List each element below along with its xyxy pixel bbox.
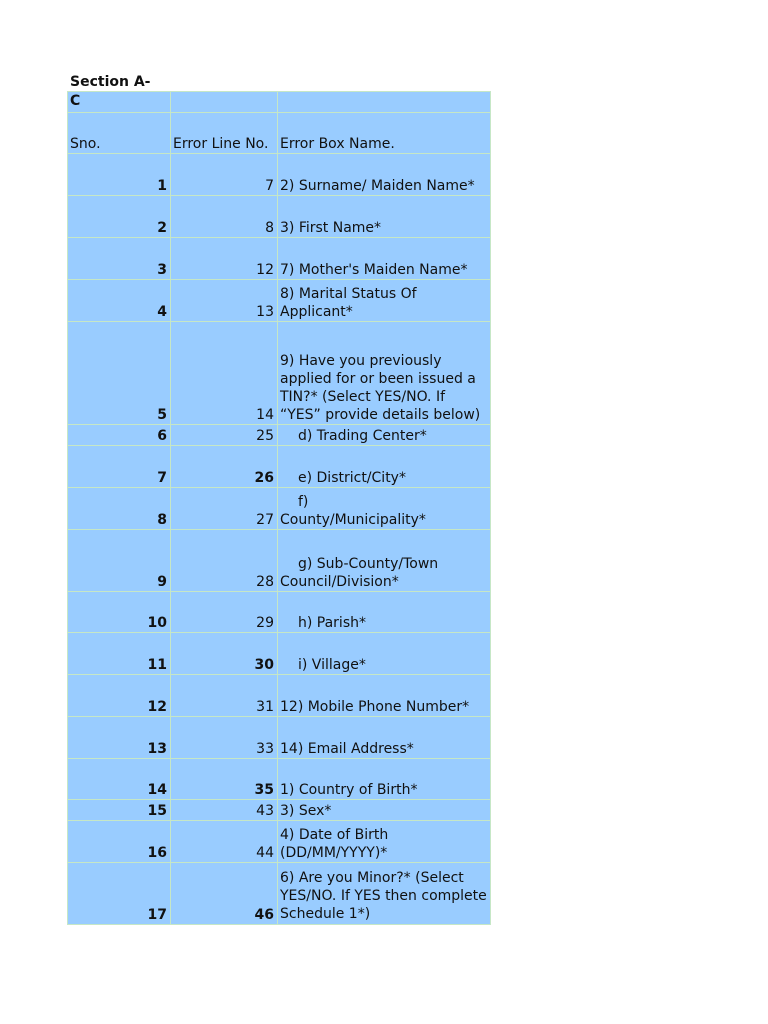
sno-cell[interactable]: 12 [68,675,171,717]
box-cell[interactable]: 9) Have you previously applied for or been issued a TIN?* (Select YES/NO. If “YES” provide details below) [278,322,491,425]
sno-cell[interactable]: 10 [68,592,171,633]
box-cell[interactable] [278,488,491,530]
line-cell[interactable]: 29 [171,592,278,633]
sno-cell[interactable]: 7 [68,446,171,488]
line-cell[interactable]: 27 [171,488,278,530]
box-cell-line2: County/Municipality* [280,512,426,528]
sno-cell[interactable]: 9 [68,530,171,592]
line-cell[interactable]: 33 [171,717,278,759]
table-row [68,759,491,800]
sno-cell[interactable]: 16 [68,821,171,863]
table-row [68,717,491,759]
error-table [67,91,491,925]
sno-cell[interactable]: 17 [68,863,171,925]
table-row [68,92,491,113]
box-cell[interactable]: 8) Marital Status Of Applicant* [278,280,491,322]
line-cell[interactable]: 12 [171,238,278,280]
line-cell[interactable]: 26 [171,446,278,488]
section-title: Section A- [70,74,151,90]
sno-cell[interactable]: 13 [68,717,171,759]
header-error-line[interactable]: Error Line No. [171,113,278,154]
table-row [68,238,491,280]
table-row [68,821,491,863]
line-cell[interactable]: 30 [171,633,278,675]
box-cell[interactable]: e) District/City* [278,446,491,488]
sno-cell[interactable]: 15 [68,800,171,821]
box-cell[interactable]: d) Trading Center* [278,425,491,446]
box-cell[interactable]: 4) Date of Birth (DD/MM/YYYY)* [278,821,491,863]
header-error-box[interactable]: Error Box Name. [278,113,491,154]
table-row [68,196,491,238]
box-cell[interactable]: i) Village* [278,633,491,675]
line-cell[interactable]: 31 [171,675,278,717]
line-cell[interactable]: 8 [171,196,278,238]
table-row [68,633,491,675]
line-cell[interactable]: 14 [171,322,278,425]
sno-cell[interactable]: 6 [68,425,171,446]
header-sno[interactable]: Sno. [68,113,171,154]
sno-cell[interactable]: 4 [68,280,171,322]
table-cell[interactable] [278,92,491,113]
line-cell[interactable]: 46 [171,863,278,925]
line-cell[interactable]: 28 [171,530,278,592]
sno-cell[interactable]: 14 [68,759,171,800]
line-cell[interactable]: 25 [171,425,278,446]
table-cell[interactable] [171,92,278,113]
sno-cell[interactable]: 11 [68,633,171,675]
table-row [68,280,491,322]
table-row [68,675,491,717]
line-cell[interactable]: 43 [171,800,278,821]
box-cell[interactable] [278,530,491,592]
box-cell[interactable]: 14) Email Address* [278,717,491,759]
table-row [68,863,491,925]
line-cell[interactable]: 7 [171,154,278,196]
sno-cell[interactable]: 2 [68,196,171,238]
line-cell[interactable]: 44 [171,821,278,863]
box-cell-line1: f) [298,494,309,510]
box-cell[interactable]: 3) First Name* [278,196,491,238]
table-row [68,592,491,633]
table-row [68,154,491,196]
box-cell[interactable] [278,863,491,925]
box-cell[interactable]: 7) Mother's Maiden Name* [278,238,491,280]
box-cell[interactable]: 12) Mobile Phone Number* [278,675,491,717]
box-cell[interactable]: 2) Surname/ Maiden Name* [278,154,491,196]
table-row [68,488,491,530]
table-row [68,800,491,821]
box-cell[interactable]: h) Parish* [278,592,491,633]
table-row [68,446,491,488]
section-title-continuation[interactable]: C [68,92,171,113]
box-cell-line1: g) Sub-County/Town [298,556,439,572]
sno-cell[interactable]: 5 [68,322,171,425]
box-cell[interactable]: 3) Sex* [278,800,491,821]
table-row [68,322,491,425]
line-cell[interactable]: 35 [171,759,278,800]
box-cell[interactable]: 1) Country of Birth* [278,759,491,800]
sno-cell[interactable]: 3 [68,238,171,280]
box-cell-text: 6) Are you Minor?* (Select YES/NO. If YES then complete Schedule 1*) [280,870,487,922]
table-row [68,530,491,592]
sno-cell[interactable]: 1 [68,154,171,196]
table-row [68,425,491,446]
sno-cell[interactable]: 8 [68,488,171,530]
line-cell[interactable]: 13 [171,280,278,322]
header-row [68,113,491,154]
box-cell-line2: Council/Division* [280,574,399,590]
